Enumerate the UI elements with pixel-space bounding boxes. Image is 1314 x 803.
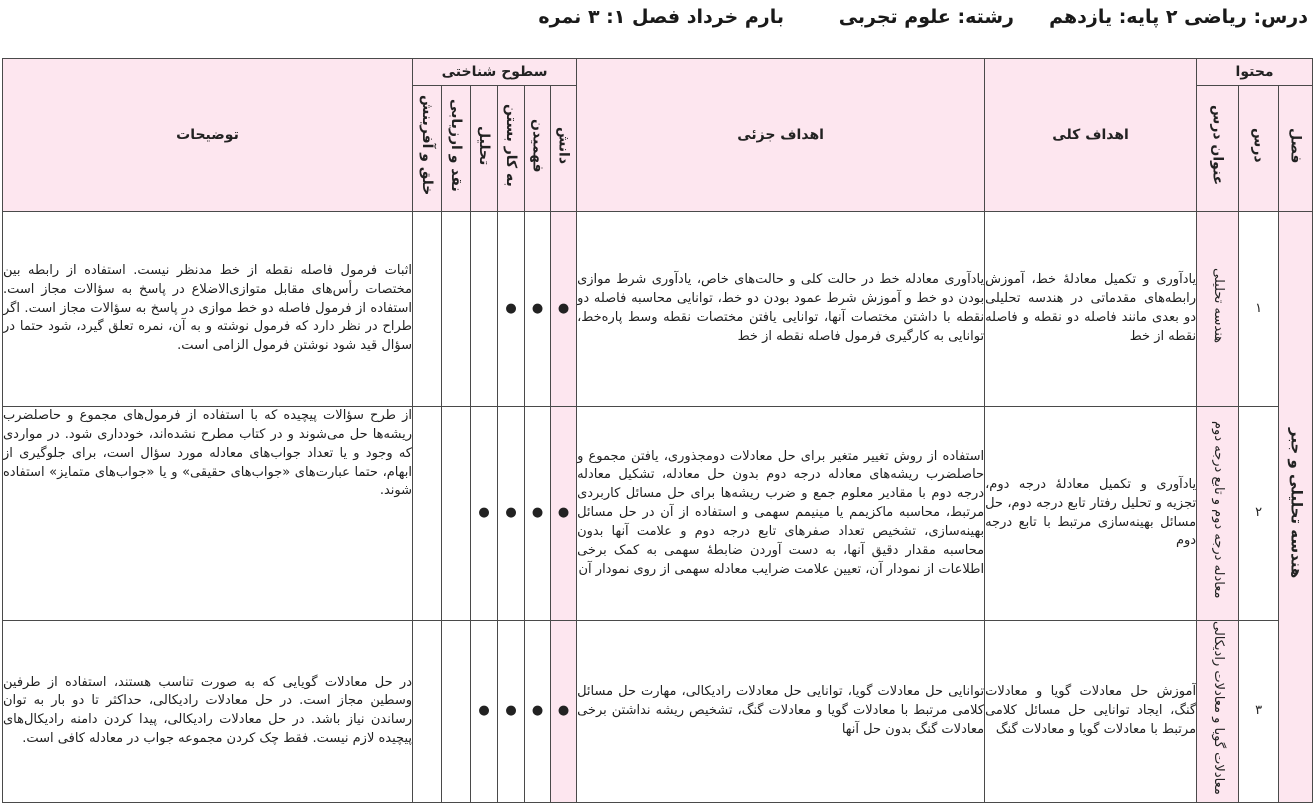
level-evaluation-header: نقد و ارزیابی bbox=[442, 86, 471, 212]
partial-goals-cell: توانایی حل معادلات گویا، توانایی حل معادلات رادیکالی، مهارت حل مسائل کلامی مرتبط با معادلات گویا و معادلات گنگ، تشخیص ریشه نداشتن برخی معادلات گنگ بدون حل آنها bbox=[577, 621, 985, 803]
level-empty bbox=[413, 212, 442, 407]
table-row bbox=[3, 212, 1313, 407]
lesson-number: ۱ bbox=[1239, 212, 1279, 407]
chapter-header: فصل bbox=[1279, 86, 1313, 212]
field-info: رشته: علوم تجربی bbox=[838, 6, 1014, 28]
level-marker: ● bbox=[471, 407, 498, 621]
level-marker: ● bbox=[498, 407, 525, 621]
table-row bbox=[3, 407, 1313, 621]
syllabus-table bbox=[2, 58, 1313, 803]
general-goals-cell: یادآوری و تکمیل معادلهٔ خط، آموزش رابطه‌های مقدماتی در هندسه تحلیلی دو بعدی مانند فاصله دو نقطه و فاصله نقطه از خط bbox=[985, 212, 1197, 407]
level-marker: ● bbox=[525, 407, 551, 621]
level-marker: ● bbox=[498, 621, 525, 803]
notes-cell: در حل معادلات گویایی که به صورت تناسب هستند، استفاده از طرفین وسطین مجاز است. در حل معادلات رادیکالی، حداکثر تا دو بار به توان رساندن نیاز باشد. در حل معادلات رادیکالی، پیدا کردن دامنه رادیکال‌های پیچیده لازم نیست. فقط چک کردن مجموعه جواب در معادله کافی است. bbox=[3, 621, 413, 803]
level-empty bbox=[413, 621, 442, 803]
level-empty bbox=[442, 621, 471, 803]
lesson-title: هندسه تحلیلی bbox=[1197, 212, 1239, 407]
table-row bbox=[3, 621, 1313, 803]
level-knowledge-header: دانش bbox=[551, 86, 577, 212]
level-understanding-header: فهمیدن bbox=[525, 86, 551, 212]
level-empty bbox=[442, 212, 471, 407]
level-creation-header: خلق و آفرینش bbox=[413, 86, 442, 212]
lesson-title: معادلات گویا و معادلات رادیکالی bbox=[1197, 621, 1239, 803]
level-marker: ● bbox=[551, 621, 577, 803]
general-goals-cell: آموزش حل معادلات گویا و معادلات گنگ، ایجاد توانایی حل مسائل کلامی مرتبط با معادلات گویا و معادلات گنگ bbox=[985, 621, 1197, 803]
lesson-title-header: عنوان درس bbox=[1197, 86, 1239, 212]
level-marker: ● bbox=[525, 621, 551, 803]
notes-cell: از طرح سؤالات پیچیده که با استفاده از فرمول‌های مجموع و حاصلضرب ریشه‌ها حل می‌شوند و در کتاب مطرح نشده‌اند، خودداری شود. در مواردی که وجود و یا تعداد جواب‌های معادله مورد سؤال است، برای جلوگیری از ابهام، حتما عبارت‌های «جواب‌های حقیقی» و یا «جواب‌های متمایز» استفاده شوند. bbox=[3, 407, 413, 621]
partial-goals-header: اهداف جزئی bbox=[577, 59, 985, 212]
level-marker: ● bbox=[551, 407, 577, 621]
level-applying-header: به کار بستن bbox=[498, 86, 525, 212]
lesson-title: معادله درجه دوم و تابع درجه دوم bbox=[1197, 407, 1239, 621]
level-empty bbox=[471, 212, 498, 407]
page-header bbox=[0, 0, 1314, 58]
lesson-number: ۲ bbox=[1239, 407, 1279, 621]
partial-goals-cell: یادآوری معادله خط در حالت کلی و حالت‌های خاص، یادآوری شرط موازی بودن دو خط و آموزش شرط عمود بودن دو خط، توانایی محاسبه فاصله دو نقطه با داشتن مختصات آنها، توانایی یافتن مختصات نقطه وسط پاره‌خط، توانایی به کارگیری فرمول فاصله نقطه از خط bbox=[577, 212, 985, 407]
level-marker: ● bbox=[551, 212, 577, 407]
cognitive-levels-header: سطوح شناختی bbox=[413, 59, 577, 86]
score-info: بارم خرداد فصل ۱: ۳ نمره bbox=[538, 6, 784, 28]
level-marker: ● bbox=[471, 621, 498, 803]
course-info: درس: ریاضی ۲ پایه: یازدهم bbox=[1049, 6, 1308, 28]
general-goals-header: اهداف کلی bbox=[985, 59, 1197, 212]
level-empty bbox=[442, 407, 471, 621]
lesson-number: ۳ bbox=[1239, 621, 1279, 803]
content-group-header: محتوا bbox=[1197, 59, 1313, 86]
level-marker: ● bbox=[498, 212, 525, 407]
level-analysis-header: تحلیل bbox=[471, 86, 498, 212]
notes-cell: اثبات فرمول فاصله نقطه از خط مدنظر نیست. استفاده از رابطه بین مختصات رأس‌های مقابل متوازی‌الاضلاع در پاسخ به سؤالات مجاز است. استفاده از فرمول فاصله دو خط موازی در پاسخ به سؤالات مجاز است. اگر طراح در نظر دارد که فرمول نوشته و به آن، نمره تعلق گیرد، شود حتما در سؤال قید شود نوشتن فرمول الزامی است. bbox=[3, 212, 413, 407]
level-empty bbox=[413, 407, 442, 621]
general-goals-cell: یادآوری و تکمیل معادلهٔ درجه دوم، تجزیه و تحلیل رفتار تابع درجه دوم، حل مسائل بهینه‌سازی مرتبط با تابع درجه دوم bbox=[985, 407, 1197, 621]
lesson-header: درس bbox=[1239, 86, 1279, 212]
chapter-name: هندسه تحلیلی و جبر bbox=[1279, 212, 1313, 803]
notes-header: توضیحات bbox=[3, 59, 413, 212]
partial-goals-cell: استفاده از روش تغییر متغیر برای حل معادلات دومجذوری، یافتن مجموع و حاصلضرب ریشه‌های معادله درجه دوم بدون حل معادله، تشکیل معادله درجه دوم با مقادیر معلوم جمع و ضرب ریشه‌ها برای حل مسائل کاربردی مرتبط، محاسبه ماکزیمم یا مینیمم سهمی و استفاده از آن در حل مسائل بهینه‌سازی، تشخیص تعداد صفرهای تابع درجه دوم و علامت آنها بدون محاسبه مقدار دقیق آنها، به دست آوردن ضابطهٔ سهمی به کمک برخی اطلاعات از نمودار آن، تعیین علامت ضرایب معادله سهمی از روی نمودار آن bbox=[577, 407, 985, 621]
level-marker: ● bbox=[525, 212, 551, 407]
